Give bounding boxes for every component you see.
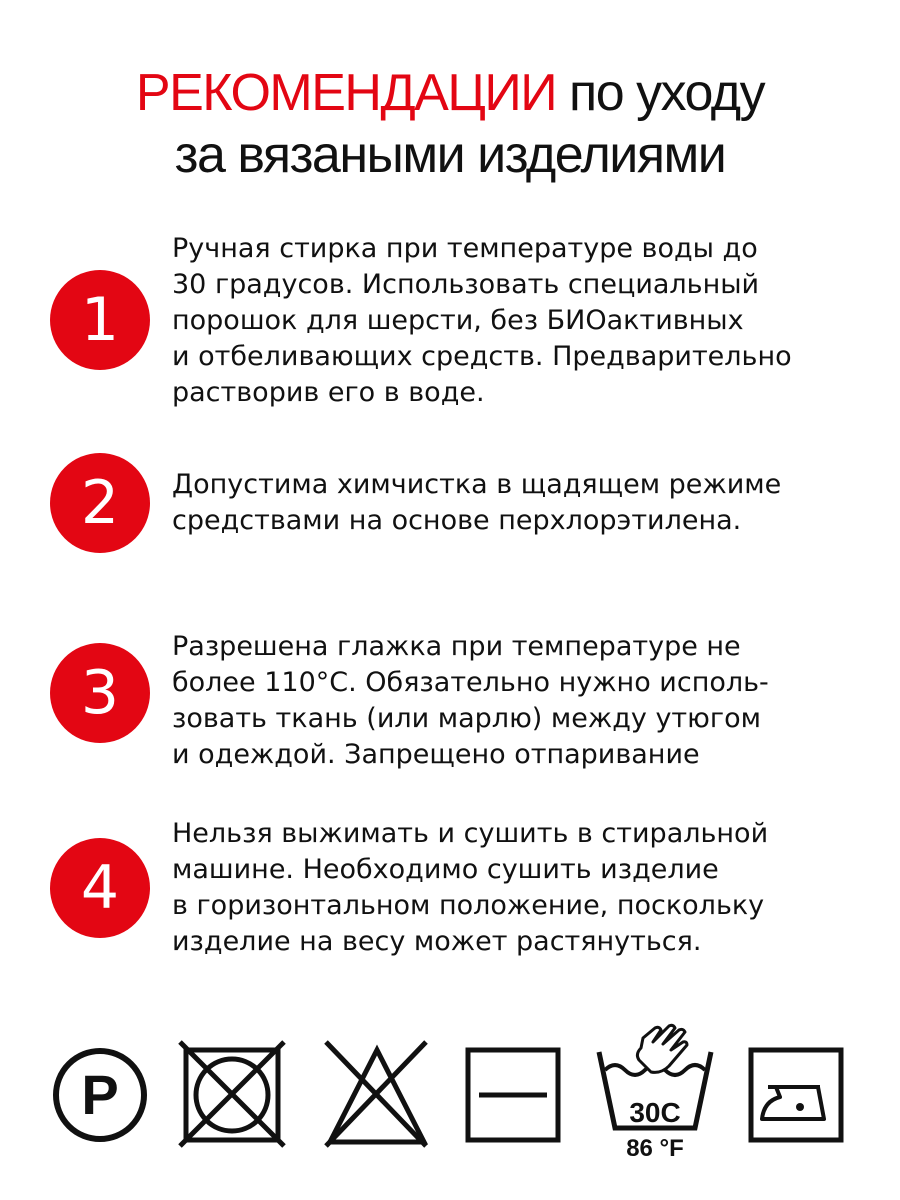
dry-flat-icon bbox=[465, 1047, 561, 1143]
number-badge: 1 bbox=[50, 270, 150, 370]
wash-temp-celsius: 30С bbox=[629, 1097, 681, 1128]
dry-clean-p-icon bbox=[50, 1045, 150, 1145]
no-tumble-dry-icon bbox=[178, 1040, 288, 1150]
care-item-text: Разрешена глажка при температуре не более 110°С. Обязательно нужно исполь- зовать ткань (или марлю) между утюгом и одеждой. Запрещено отпаривание bbox=[172, 631, 769, 770]
care-item-text: Допустима химчистка в щадящем режиме средствами на основе перхлорэтилена. bbox=[172, 469, 782, 536]
care-symbols-row bbox=[0, 1030, 900, 1160]
title-line-2: за вязаными изделиями bbox=[174, 126, 726, 184]
dry-clean-letter: P bbox=[81, 1063, 119, 1126]
title-rest: по уходу bbox=[556, 64, 765, 122]
title-accent: РЕКОМЕНДАЦИИ bbox=[135, 64, 557, 122]
care-item-text: Ручная стирка при температуре воды до 30 градусов. Использовать специальный порошок для шерсти, без БИОактивных и отбеливающих средств. Предварительно растворив его в воде. bbox=[172, 233, 792, 408]
page-title bbox=[0, 62, 900, 186]
number-badge: 2 bbox=[50, 453, 150, 553]
iron-low-icon bbox=[748, 1047, 844, 1143]
wash-temp-fahrenheit: 86 °F bbox=[626, 1135, 684, 1160]
number-badge: 4 bbox=[50, 838, 150, 938]
number-badge: 3 bbox=[50, 643, 150, 743]
no-bleach-icon bbox=[322, 1038, 432, 1150]
title-line-1 bbox=[0, 62, 900, 124]
hand-wash-icon bbox=[595, 1020, 715, 1160]
care-item-text: Нельзя выжимать и сушить в стиральной машине. Необходимо сушить изделие в горизонтальном положение, поскольку изделие на весу может растянуться. bbox=[172, 818, 769, 957]
